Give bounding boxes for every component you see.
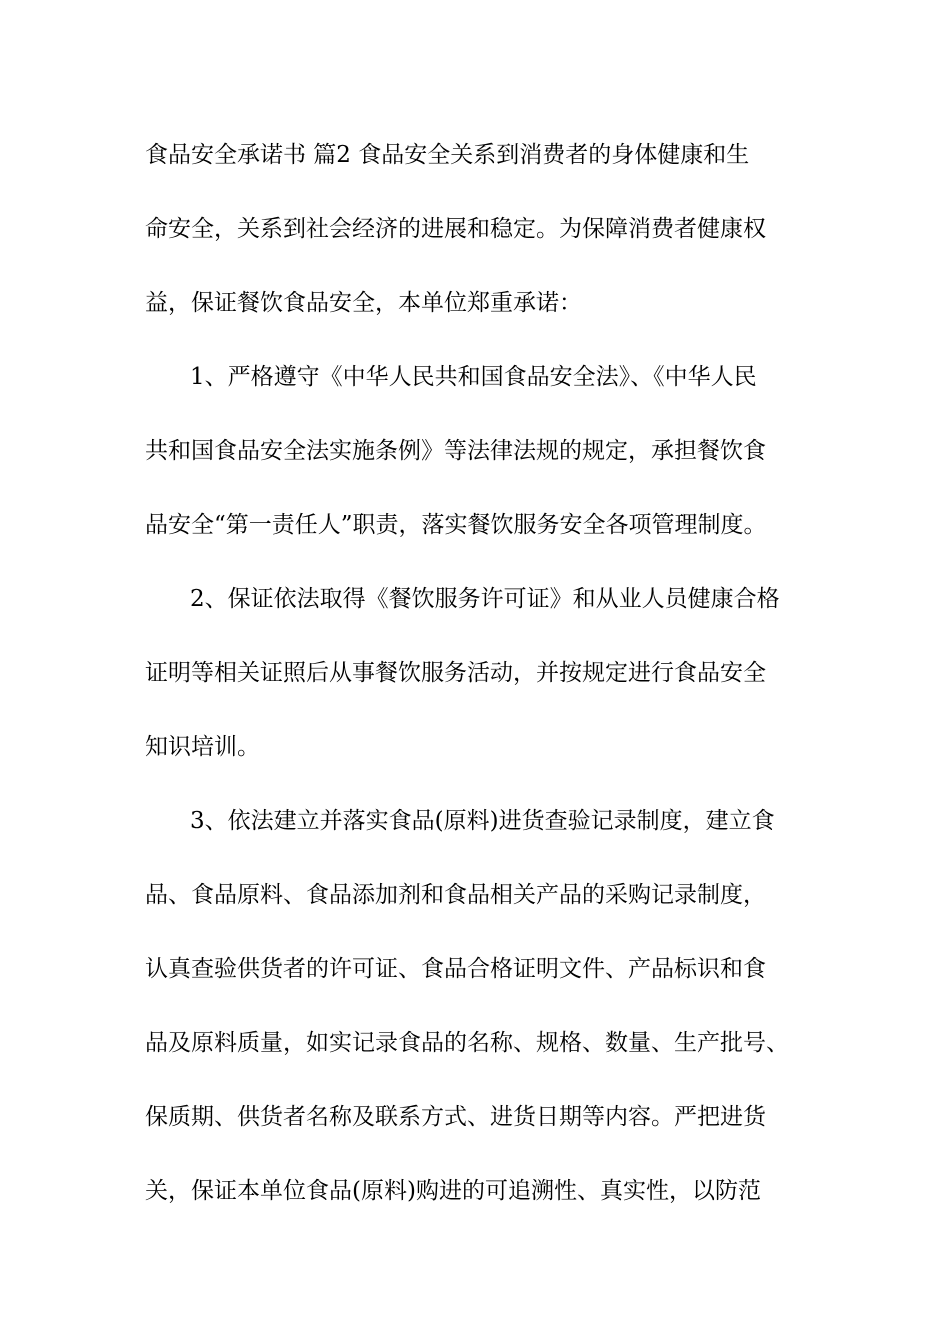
text-line: 保质期、供货者名称及联系方式、进货日期等内容。严把进货 — [145, 1104, 766, 1130]
text-line: 品、食品原料、食品添加剂和食品相关产品的采购记录制度， — [145, 882, 766, 908]
paragraph-2-start: 2、保证依法取得《餐饮服务许可证》和从业人员健康合格 — [190, 586, 780, 612]
text-line: 益，保证餐饮食品安全，本单位郑重承诺： — [145, 290, 582, 316]
text-line: 命安全，关系到社会经济的进展和稳定。为保障消费者健康权 — [145, 216, 766, 242]
text-line: 认真查验供货者的许可证、食品合格证明文件、产品标识和食 — [145, 956, 766, 982]
text-line: 品及原料质量，如实记录食品的名称、规格、数量、生产批号、 — [145, 1030, 789, 1056]
text-line: 关，保证本单位食品(原料)购进的可追溯性、真实性，以防范 — [145, 1178, 761, 1204]
paragraph-1-start: 1、严格遵守《中华人民共和国食品安全法》、《中华人民 — [190, 364, 757, 390]
text-line: 证明等相关证照后从事餐饮服务活动，并按规定进行食品安全 — [145, 660, 766, 686]
text-line: 品安全“第一责任人”职责，落实餐饮服务安全各项管理制度。 — [145, 512, 767, 538]
text-line: 知识培训。 — [145, 734, 260, 760]
paragraph-3-start: 3、依法建立并落实食品(原料)进货查验记录制度，建立食 — [190, 808, 775, 834]
text-line: 共和国食品安全法实施条例》等法律法规的规定，承担餐饮食 — [145, 438, 766, 464]
text-line: 食品安全承诺书 篇2 食品安全关系到消费者的身体健康和生 — [145, 142, 750, 168]
